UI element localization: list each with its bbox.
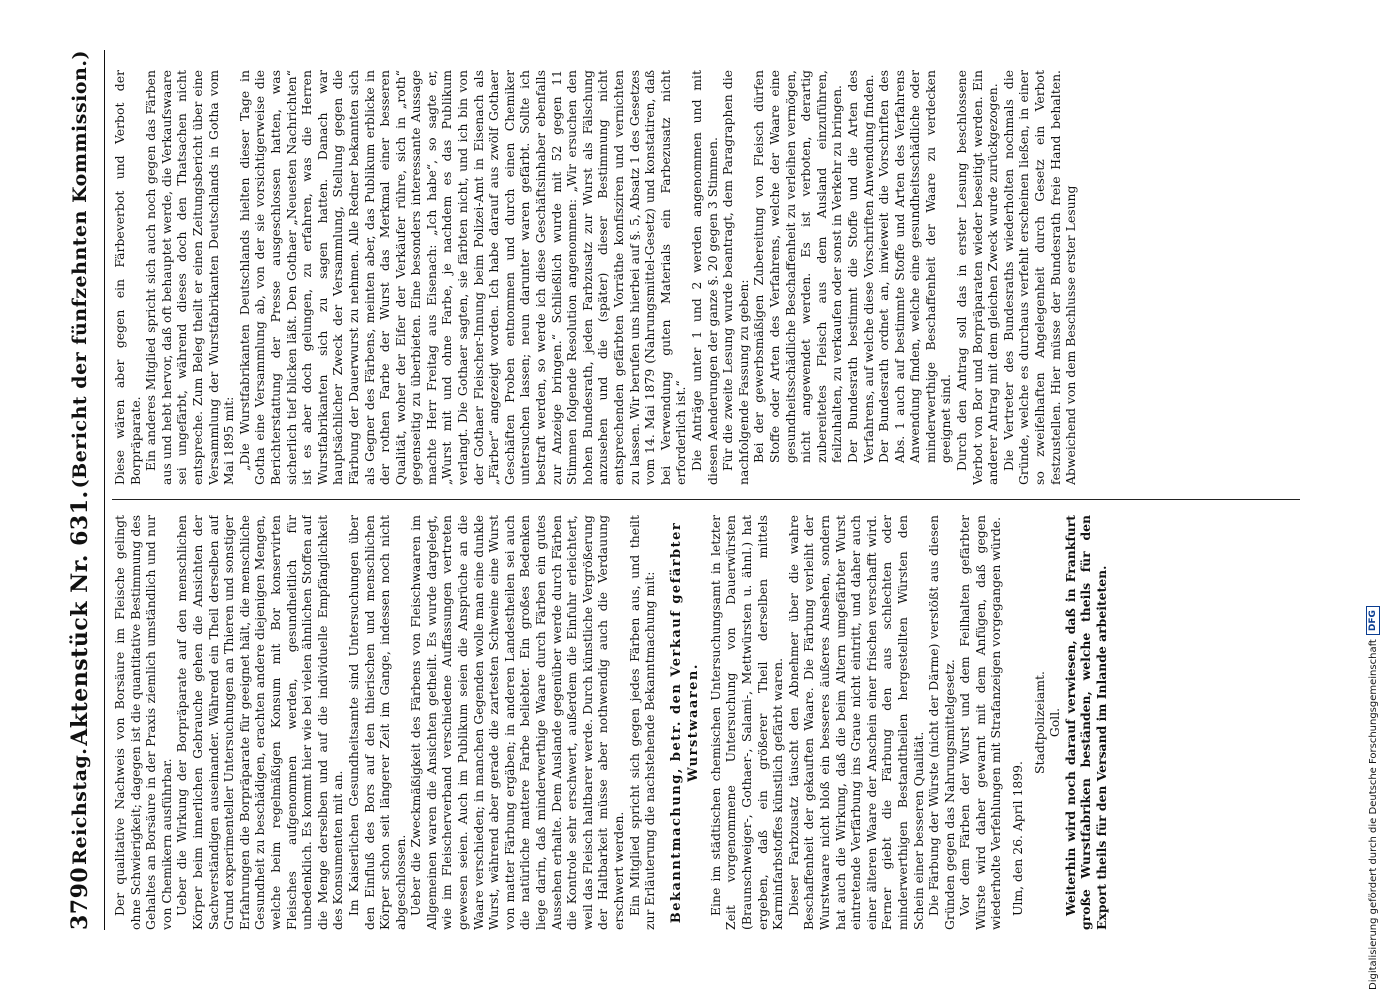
paragraph: Die Anträge unter 1 und 2 werden angenommen und mit diesen Aenderungen der ganze §. 20 gegen 3 Stimmen. <box>688 70 720 485</box>
announcement-date: Ulm, den 26. April 1899. <box>1010 761 1026 916</box>
paragraph: Der Bundesrath ordnet an, inwieweit die Vorschriften des Abs. 1 auch auf bestimmte Stoffe und Arten des Verfahrens Anwendung finden, welche eine gesundheitsschädliche oder minderwerthige Beschaffenheit der Waare zu verdecken geeignet sind. <box>876 70 954 463</box>
paragraph: Durch den Antrag soll das in erster Lesung beschlossene Verbot von Bor und Borpräparaten wieder beseitigt werden. Ein anderer Antrag mit dem gleichen Zweck wurde zurückgezogen. <box>954 70 1001 485</box>
paragraph: Eine im städtischen chemischen Untersuchungsamt in letzter Zeit vorgenommene Untersuchung von Dauerwürsten (Braunschweiger-, Gothaer-, Salami-, Mettwürsten u. ähnl.) hat ergeben, daß ein größerer Theil derselben mittels Karminfarbstoffes künstlich gefärbt waren. <box>707 515 786 930</box>
paragraph: Die Färbung der Würste (nicht der Därme) verstößt aus diesen Gründen gegen das Nahrungsmittelgesetz. <box>926 515 957 930</box>
dfg-logo: DFG <box>1366 606 1380 635</box>
paragraph: Vor dem Färben der Wurst und dem Feilhalten gefärbter Würste wird daher gewarnt mit dem Anfügen, daß gegen wiederholte Verfehlungen mit Strafanzeigen vorgegangen würde. <box>957 515 1004 930</box>
digitization-text: Digitalisierung gefördert durch die Deutsche Forschungsgemeinschaft <box>1367 639 1379 990</box>
paragraph: Die Vertreter des Bundesraths wiederholten nochmals die Gründe, welche es durchaus verfehlt erscheinen ließen, in einer so zweifelhaften Angelegenheit durch Gesetz ein Verbot festzustellen. Hier müsse der Bundesrath freie Hand behalten. Abweichend von dem Beschlusse erster Lesung <box>1000 70 1079 485</box>
paragraph: Weiterhin wird noch darauf verwiesen, daß in Frankfurt große Wurstfabriken beständen, welche theils für den Export theils für den Versand im Inlande arbeiteten. <box>1062 515 1110 930</box>
paragraph: „Die Wurstfabrikanten Deutschlands hielten dieser Tage in Gotha eine Versammlung ab, von der sie vorsichtigerweise die Berichterstattung der Presse ausgeschlossen hatten, was sicherlich tief blicken läßt. Den Gothaer „Neuesten Nachrichten“ ist es aber doch gelungen, zu erfahren, was die Herren Wurstfabrikanten sich zu sagen hatten. Danach war hauptsächlicher Zweck der Versammlung, Stellung gegen die Färbung der Dauerwurst zu nehmen. Alle Redner bekannten sich als Gegner des Färbens, meinten aber, das Publikum erblicke in der rothen Farbe der Wurst das Merkmal einer besseren Qualität, woher der Eifer der Verkäufer rühre, sich in „roth“ gegenseitig zu überbieten. Eine besonders interessante Aussage machte Herr Freitag aus Eisenach: „Ich habe“, so sagte er, „Wurst mit und ohne Farbe, je nachdem es das Publikum verlangt. Die Gothaer sagten, sie färbten nicht, und ich bin von der Gothaer Fleischer-Innung beim Polizei-Amt in Eisenach als „Färber“ angezeigt worden. Ich habe darauf aus zwölf Gothaer Geschäften Proben entnommen und durch einen Chemiker untersuchen lassen; neun darunter waren gefärbt. Sollte ich bestraft werden, so werde ich diese Geschäftsinhaber ebenfalls zur Anzeige bringen.“ Schließlich wurde mit 52 gegen 11 Stimmen folgende Resolution angenommen: „Wir ersuchen den hohen Bundesrath, jeden Farbzusatz zur Wurst als Fälschung anzusehen und die (später) dieser Bestimmung nicht entsprechenden gefärbten Vorräthe konfisziren und vernichten zu lassen. Wir berufen uns hierbei auf §. 5, Absatz 1 des Gesetzes vom 14. Mai 1879 (Nahrungsmittel-Gesetz) und konstatiren, daß bei Verwendung guten Materials ein Farbezusatz nicht erforderlich ist.“ <box>236 70 689 485</box>
paragraph: Im Kaiserlichen Gesundheitsamte sind Untersuchungen über den Einfluß des Bors auf den thierischen und menschlichen Körper schon seit längerer Zeit im Gange, indessen noch nicht abgeschlossen. <box>345 515 408 930</box>
right-column <box>112 70 1300 485</box>
signature-office: Stadtpolizeiamt. <box>1031 671 1047 774</box>
paragraph: Ueber die Wirkung der Borpräparate auf den menschlichen Körper beim innerlichen Gebrauche gehen die Ansichten der Sachverständigen auseinander. Während ein Theil derselben auf Grund experimenteller Untersuchungen an Thieren und sonstiger Erfahrungen die Borpräparate für geeignet hält, die menschliche Gesundheit zu beschädigen, erachten andere diejenigen Mengen, welche beim regelmäßigen Konsum mit Bor konservirten Fleisches aufgenommen werden, gesundheitlich für unbedenklich. Es kommt hier wie bei vielen ähnlichen Stoffen auf die Menge derselben und auf die individuelle Empfänglichkeit des Konsumenten mit an. <box>174 515 346 930</box>
paragraph: Der Bundesrath bestimmt die Stoffe und die Arten des Verfahrens, auf welche diese Vorschriften Anwendung finden. <box>844 70 876 463</box>
header-center-title: Aktenstück Nr. 631. <box>67 490 93 746</box>
header-left-title: Reichstag. <box>69 747 91 865</box>
paragraph: Diese wären aber gegen ein Färbeverbot und Verbot der Borpräparate. <box>112 70 143 485</box>
paragraph: Bei der gewerbsmäßigen Zubereitung von Fleisch dürfen Stoffe oder Arten des Verfahrens, welche der Waare eine gesundheitsschädliche Beschaffenheit zu verleihen vermögen, nicht angewendet werden. Es ist verboten, derartig zubereitetes Fleisch aus dem Ausland einzuführen, feilzuhalten, zu verkaufen oder sonst in Verkehr zu bringen. <box>751 70 845 463</box>
digitization-note <box>1366 10 1380 990</box>
paragraph: Für die zweite Lesung wurde beantragt, dem Paragraphen die nachfolgende Fassung zu geben: <box>720 70 751 485</box>
signature-name: Goll. <box>1047 707 1063 738</box>
left-column <box>112 515 1300 930</box>
column-divider <box>112 499 1300 500</box>
paragraph: Der qualitative Nachweis von Borsäure im Fleische gelingt ohne Schwierigkeit; dagegen ist die quantitative Bestimmung des Gehaltes an Borsäure in der Praxis ziemlich umständlich und nur von Chemikern ausführbar. <box>112 515 174 930</box>
page-header <box>60 50 100 930</box>
header-right-title: (Bericht der fünfzehnten Kommission.) <box>69 50 91 489</box>
paragraph: Ein anderes Mitglied spricht sich auch noch gegen das Färben aus und hebt hervor, daß oft behauptet werde, die Verkaufswaare sei ungefärbt, während dieses doch den Thatsachen nicht entspreche. Zum Beleg theilt er einen Zeitungsbericht über eine Versammlung der Wurstfabrikanten Deutschlands in Gotha vom Mai 1895 mit: <box>143 70 237 485</box>
paragraph: Ueber die Zweckmäßigkeit des Färbens von Fleischwaaren im Allgemeinen waren die Ansichten getheilt. Es wurde dargelegt, wie im Fleischerverband verschiedene Auffassungen vertreten gewesen seien. Auch im Publikum seien die Ansprüche an die Waare verschieden; in manchen Gegenden wolle man eine dunkle Wurst, während aber gerade die zartesten Schweine eine Wurst von matter Färbung ergäben; in anderen Landestheilen sei auch die natürliche mattere Farbe beliebter. Ein großes Bedenken liege darin, daß minderwerthige Waare durch Färben ein gutes Aussehen erhalte. Dem Auslande gegenüber werde durch Färben die Kontrole sehr erschwert, außerdem die Einfuhr erleichtert, weil das Fleisch haltbarer werde. Durch künstliche Vergrößerung der Haltbarkeit müsse aber nothwendig auch die Verdauung erschwert werden. <box>408 515 626 930</box>
page-number: 3790 <box>67 866 93 930</box>
paragraph: Ein Mitglied spricht sich gegen jedes Färben aus, und theilt zur Erläuterung die nachstehende Bekanntmachung mit: <box>626 515 658 930</box>
announcement-heading: Bekanntmachung, betr. den Verkauf gefärbter Wurstwaaren. <box>668 521 701 924</box>
document-page <box>60 50 1300 930</box>
header-rule <box>104 50 105 930</box>
paragraph: Dieser Farbzusatz täuscht den Abnehmer über die wahre Beschaffenheit der gekauften Waare. Die Färbung verleiht der Wurstwaare nicht bloß ein besseres äußeres Ansehen, sondern hat auch die Wirkung, daß die beim Altern umgefärbter Wurst eintretende Verfärbung ins Graue nicht eintritt, und daher auch einer älteren Waare der Anschein einer frischen verschafft wird. Ferner giebt die Färbung den aus schlechten oder minderwerthigen Bestandtheilen hergestellten Würsten den Schein einer besseren Qualität. <box>785 515 926 930</box>
